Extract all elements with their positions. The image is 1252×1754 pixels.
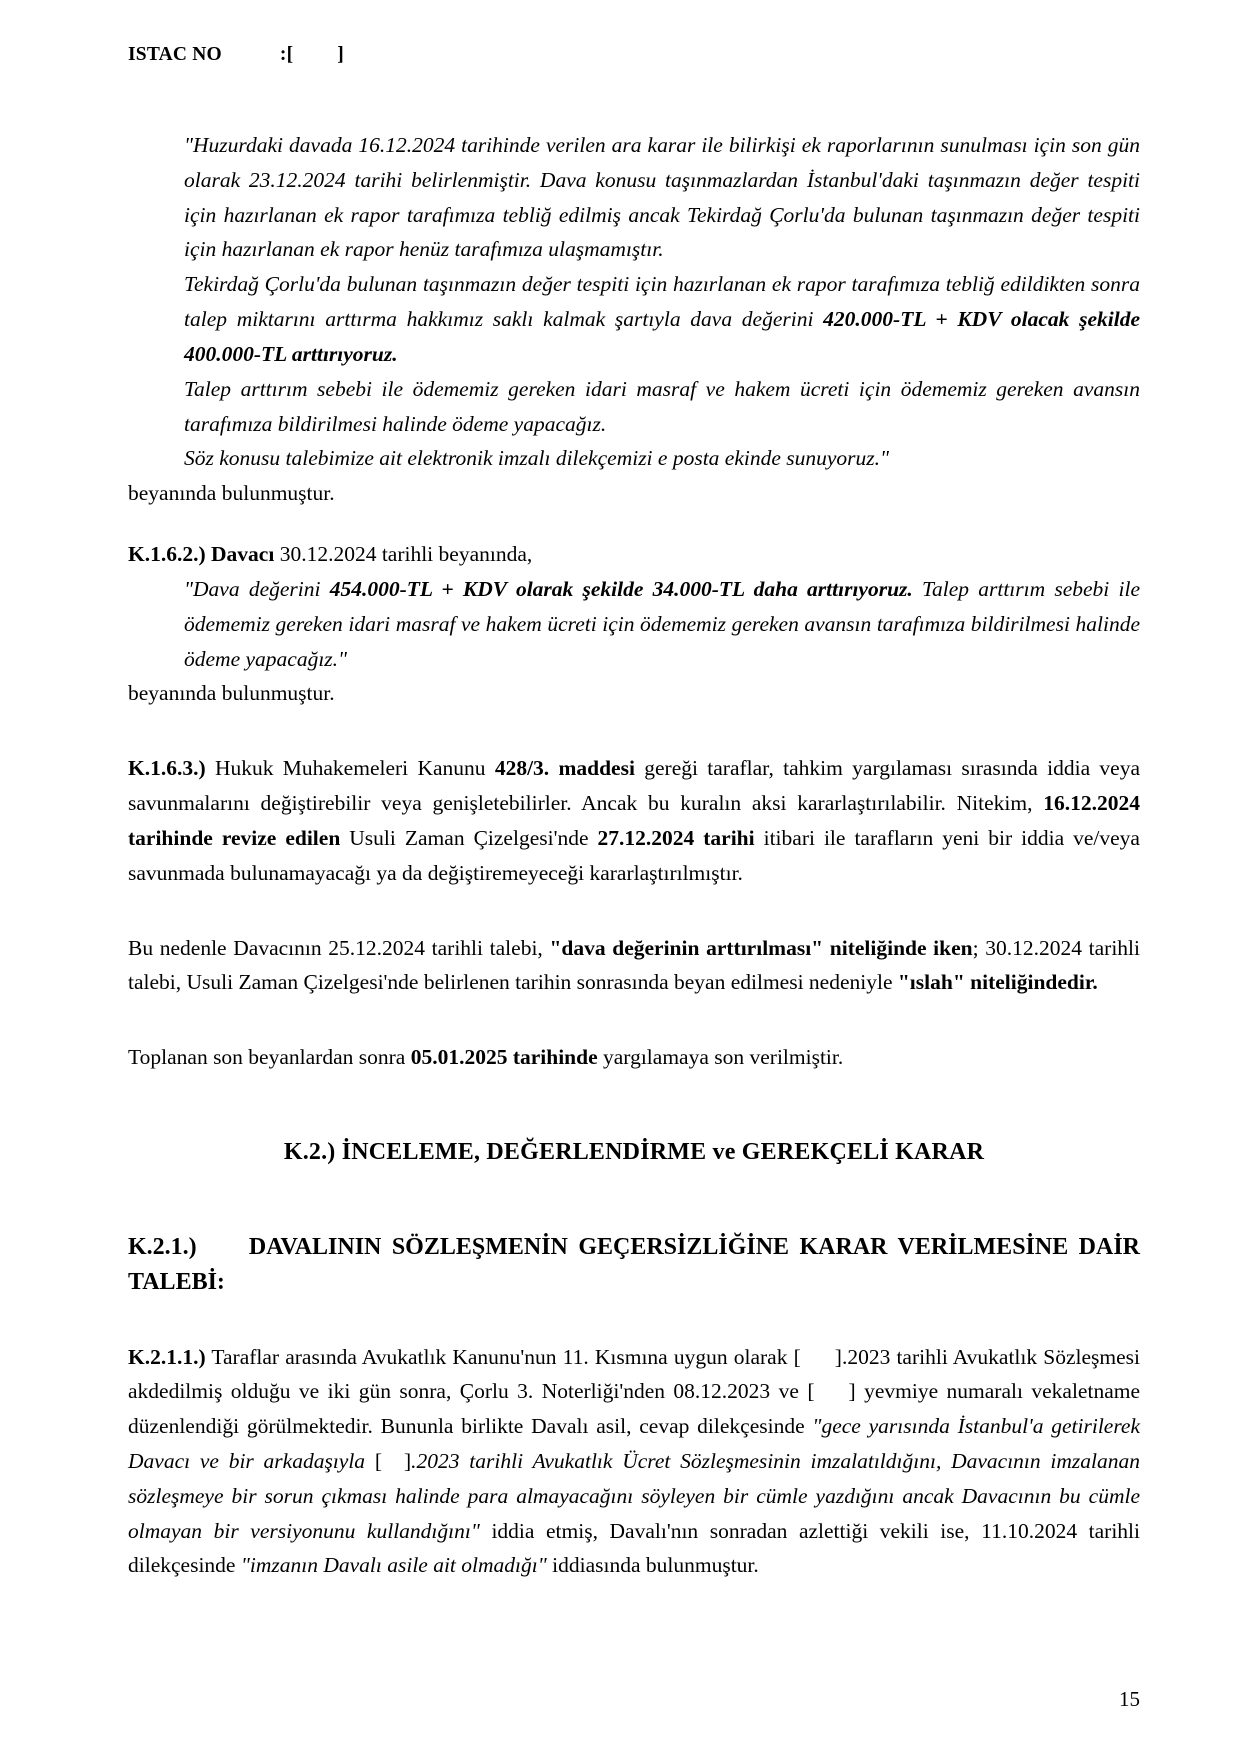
section-k163-revision-date: 16.12.2024 tarihinde revize edilen bbox=[128, 791, 1140, 850]
section-k163-text-4: itibari ile tarafların yeni bir iddia ve/veya savunmada bulunamayacağı ya da değiştiremeyeceği kararlaştırılmıştır. bbox=[128, 825, 1140, 885]
quote-2-rest: Talep arttırım sebebi ile ödememiz gereken idari masraf ve hakem ücreti için ödememiz gereken avansın tarafımıza bildirilmesi halinde ödeme yapacağız." bbox=[184, 576, 1140, 671]
section-k211-quote-1-part-a: "gece yarısında İstanbul'a getirilerek Davacı ve bir arkadaşıyla bbox=[128, 1414, 1140, 1473]
section-k163-text-2: gereği taraflar, tahkim yargılaması sırasında iddia veya savunmalarını değiştirebilir veya genişletebilirler. Ancak bu kuralın aksi kararlaştırılabilir. Nitekim, bbox=[128, 756, 1140, 816]
section-k162-number: K.1.6.2.) bbox=[128, 542, 206, 567]
section-k211-redaction-2-close: ] bbox=[848, 1379, 856, 1404]
quote-amount-420000: 420.000-TL + KDV olacak şekilde 400.000-TL arttırıyoruz. bbox=[184, 307, 1140, 366]
quote-2-paragraph bbox=[184, 572, 1140, 676]
section-k211-redaction-3-close: ] bbox=[404, 1449, 412, 1473]
quote-block-davaci-25-12-2024 bbox=[184, 128, 1140, 476]
paragraph-final-hearing bbox=[128, 1040, 1140, 1075]
quote-block-davaci-30-12-2024 bbox=[184, 572, 1140, 676]
section-k162-party: Davacı bbox=[211, 542, 275, 567]
page-number: 15 bbox=[1119, 1687, 1140, 1711]
section-k163-hmk-article: 428/3. maddesi bbox=[494, 756, 635, 781]
paragraph-islah-bold-1: "dava değerinin arttırılması" niteliğinde iken bbox=[549, 935, 973, 960]
paragraph-final-text-2: yargılamaya son verilmiştir. bbox=[597, 1045, 844, 1070]
paragraph-islah-text-2: ; 30.12.2024 tarihli talebi, Usuli Zaman Çizelgesi'nde belirlenen tarihin sonrasında beyan edilmesi nedeniyle bbox=[128, 935, 1141, 995]
quote-paragraph-2-text: Tekirdağ Çorlu'da bulunan taşınmazın değer tespiti için hazırlanan ek rapor tarafımıza tebliğ edildikten sonra talep miktarını arttırma hakkımız saklı kalmak şartıyla dava değerini bbox=[184, 272, 1140, 332]
section-k211-redaction-3-open: [ bbox=[374, 1449, 382, 1473]
section-k163-number: K.1.6.3.) bbox=[128, 756, 206, 781]
section-k211-redaction-2-open: [ bbox=[807, 1379, 815, 1404]
istac-no-label: ISTAC NO bbox=[128, 44, 222, 65]
section-k211-redaction-1-close: ] bbox=[834, 1344, 842, 1369]
section-k211-quote-1-part-b: .2023 tarihli Avukatlık Ücret Sözleşmesinin imzalatıldığını, Davacının imzalanan sözleşmeye bir sorun çıkması halinde para almayacağını söyleyen bir cümle yazdığını ancak Davacının bu cümle olmayan bir versiyonunu kullandığını" bbox=[128, 1449, 1140, 1543]
quote-paragraph-4: Söz konusu talebimize ait elektronik imzalı dilekçemizi e posta ekinde sunuyoruz." bbox=[184, 446, 890, 471]
paragraph-islah-text-1: Bu nedenle Davacının 25.12.2024 tarihli talebi, bbox=[128, 935, 550, 960]
section-k211-paragraph bbox=[128, 1340, 1140, 1584]
document-header bbox=[128, 44, 1140, 66]
quote-amount-454000: 454.000-TL + KDV olarak şekilde 34.000-TL daha arttırıyoruz. bbox=[329, 576, 913, 601]
istac-no-bracket-open: [ bbox=[286, 44, 294, 65]
section-k211-number: K.2.1.1.) bbox=[128, 1344, 206, 1369]
section-k162-intro bbox=[128, 537, 1140, 572]
quote-2-start: "Dava değerini bbox=[184, 576, 330, 601]
section-k163-deadline-date: 27.12.2024 tarihi bbox=[597, 825, 755, 850]
quote-paragraph-1: "Huzurdaki davada 16.12.2024 tarihinde verilen ara karar ile bilirkişi ek raporlarının sunulması için son gün olarak 23.12.2024 tarihi belirlenmiştir. Dava konusu taşınmazlardan İstanbul'daki taşınmazın değer tespiti için hazırlanan ek rapor tarafımıza tebliğ edilmiş ancak Tekirdağ Çorlu'da bulunan taşınmazın değer tespiti için hazırlanan ek rapor henüz tarafımıza ulaşmamıştır. bbox=[184, 133, 1140, 262]
heading-k21-number: K.2.1.) bbox=[128, 1233, 197, 1260]
section-k211-text-4: iddia etmiş, Davalı'nın sonradan azlettiği vekili ise, 11.10.2024 tarihli dilekçesinde bbox=[128, 1518, 1140, 1578]
heading-k21-title: DAVALININ SÖZLEŞMENİN GEÇERSİZLİĞİNE KARAR VERİLMESİNE DAİR TALEBİ: bbox=[128, 1233, 1140, 1295]
heading-k2: K.2.) İNCELEME, DEĞERLENDİRME ve GEREKÇELİ KARAR bbox=[283, 1139, 985, 1166]
paragraph-final-date: 05.01.2025 tarihinde bbox=[410, 1045, 598, 1070]
section-k211-text-5: iddiasında bulunmuştur. bbox=[546, 1553, 759, 1578]
quote-paragraph-3: Talep arttırım sebebi ile ödememiz gereken idari masraf ve hakem ücreti için ödememiz gereken avansın tarafımıza bildirilmesi halinde ödeme yapacağız. bbox=[184, 376, 1140, 436]
section-k163-paragraph bbox=[128, 751, 1140, 890]
paragraph-final-text-1: Toplanan son beyanlardan sonra bbox=[128, 1045, 411, 1070]
heading-k21 bbox=[128, 1230, 1140, 1300]
section-k211-text-3: yevmiye numaralı vekaletname düzenlendiği görülmektedir. Bununla birlikte Davalı asil, cevap dilekçesinde bbox=[128, 1379, 1140, 1439]
paragraph-islah bbox=[128, 931, 1140, 1001]
paragraph-islah-bold-2: "ıslah" niteliğindedir. bbox=[897, 970, 1098, 995]
section-k211-text-1: Taraflar arasında Avukatlık Kanunu'nun 11. Kısmına uygun olarak bbox=[205, 1344, 794, 1369]
section-k211-redaction-1-open: [ bbox=[793, 1344, 801, 1369]
quote-2-closing: beyanında bulunmuştur. bbox=[128, 681, 335, 706]
quote-1-closing: beyanında bulunmuştur. bbox=[128, 481, 335, 506]
quote-paragraph-2 bbox=[184, 267, 1140, 371]
section-k162-intro-rest: 30.12.2024 tarihli beyanında, bbox=[274, 542, 533, 567]
section-k163-text-3: Usuli Zaman Çizelgesi'nde bbox=[340, 825, 598, 850]
istac-no-separator: : bbox=[279, 44, 287, 65]
document-body bbox=[128, 128, 1140, 1583]
section-k211-quote-2: "imzanın Davalı asile ait olmadığı" bbox=[240, 1553, 547, 1578]
istac-no-bracket-close: ] bbox=[337, 44, 344, 65]
section-k211-text-2: .2023 tarihli Avukatlık Sözleşmesi akdedilmiş olduğu ve iki gün sonra, Çorlu 3. Noterliği'nden 08.12.2023 ve bbox=[128, 1344, 1141, 1404]
section-k163-text-1: Hukuk Muhakemeleri Kanunu bbox=[205, 756, 495, 781]
